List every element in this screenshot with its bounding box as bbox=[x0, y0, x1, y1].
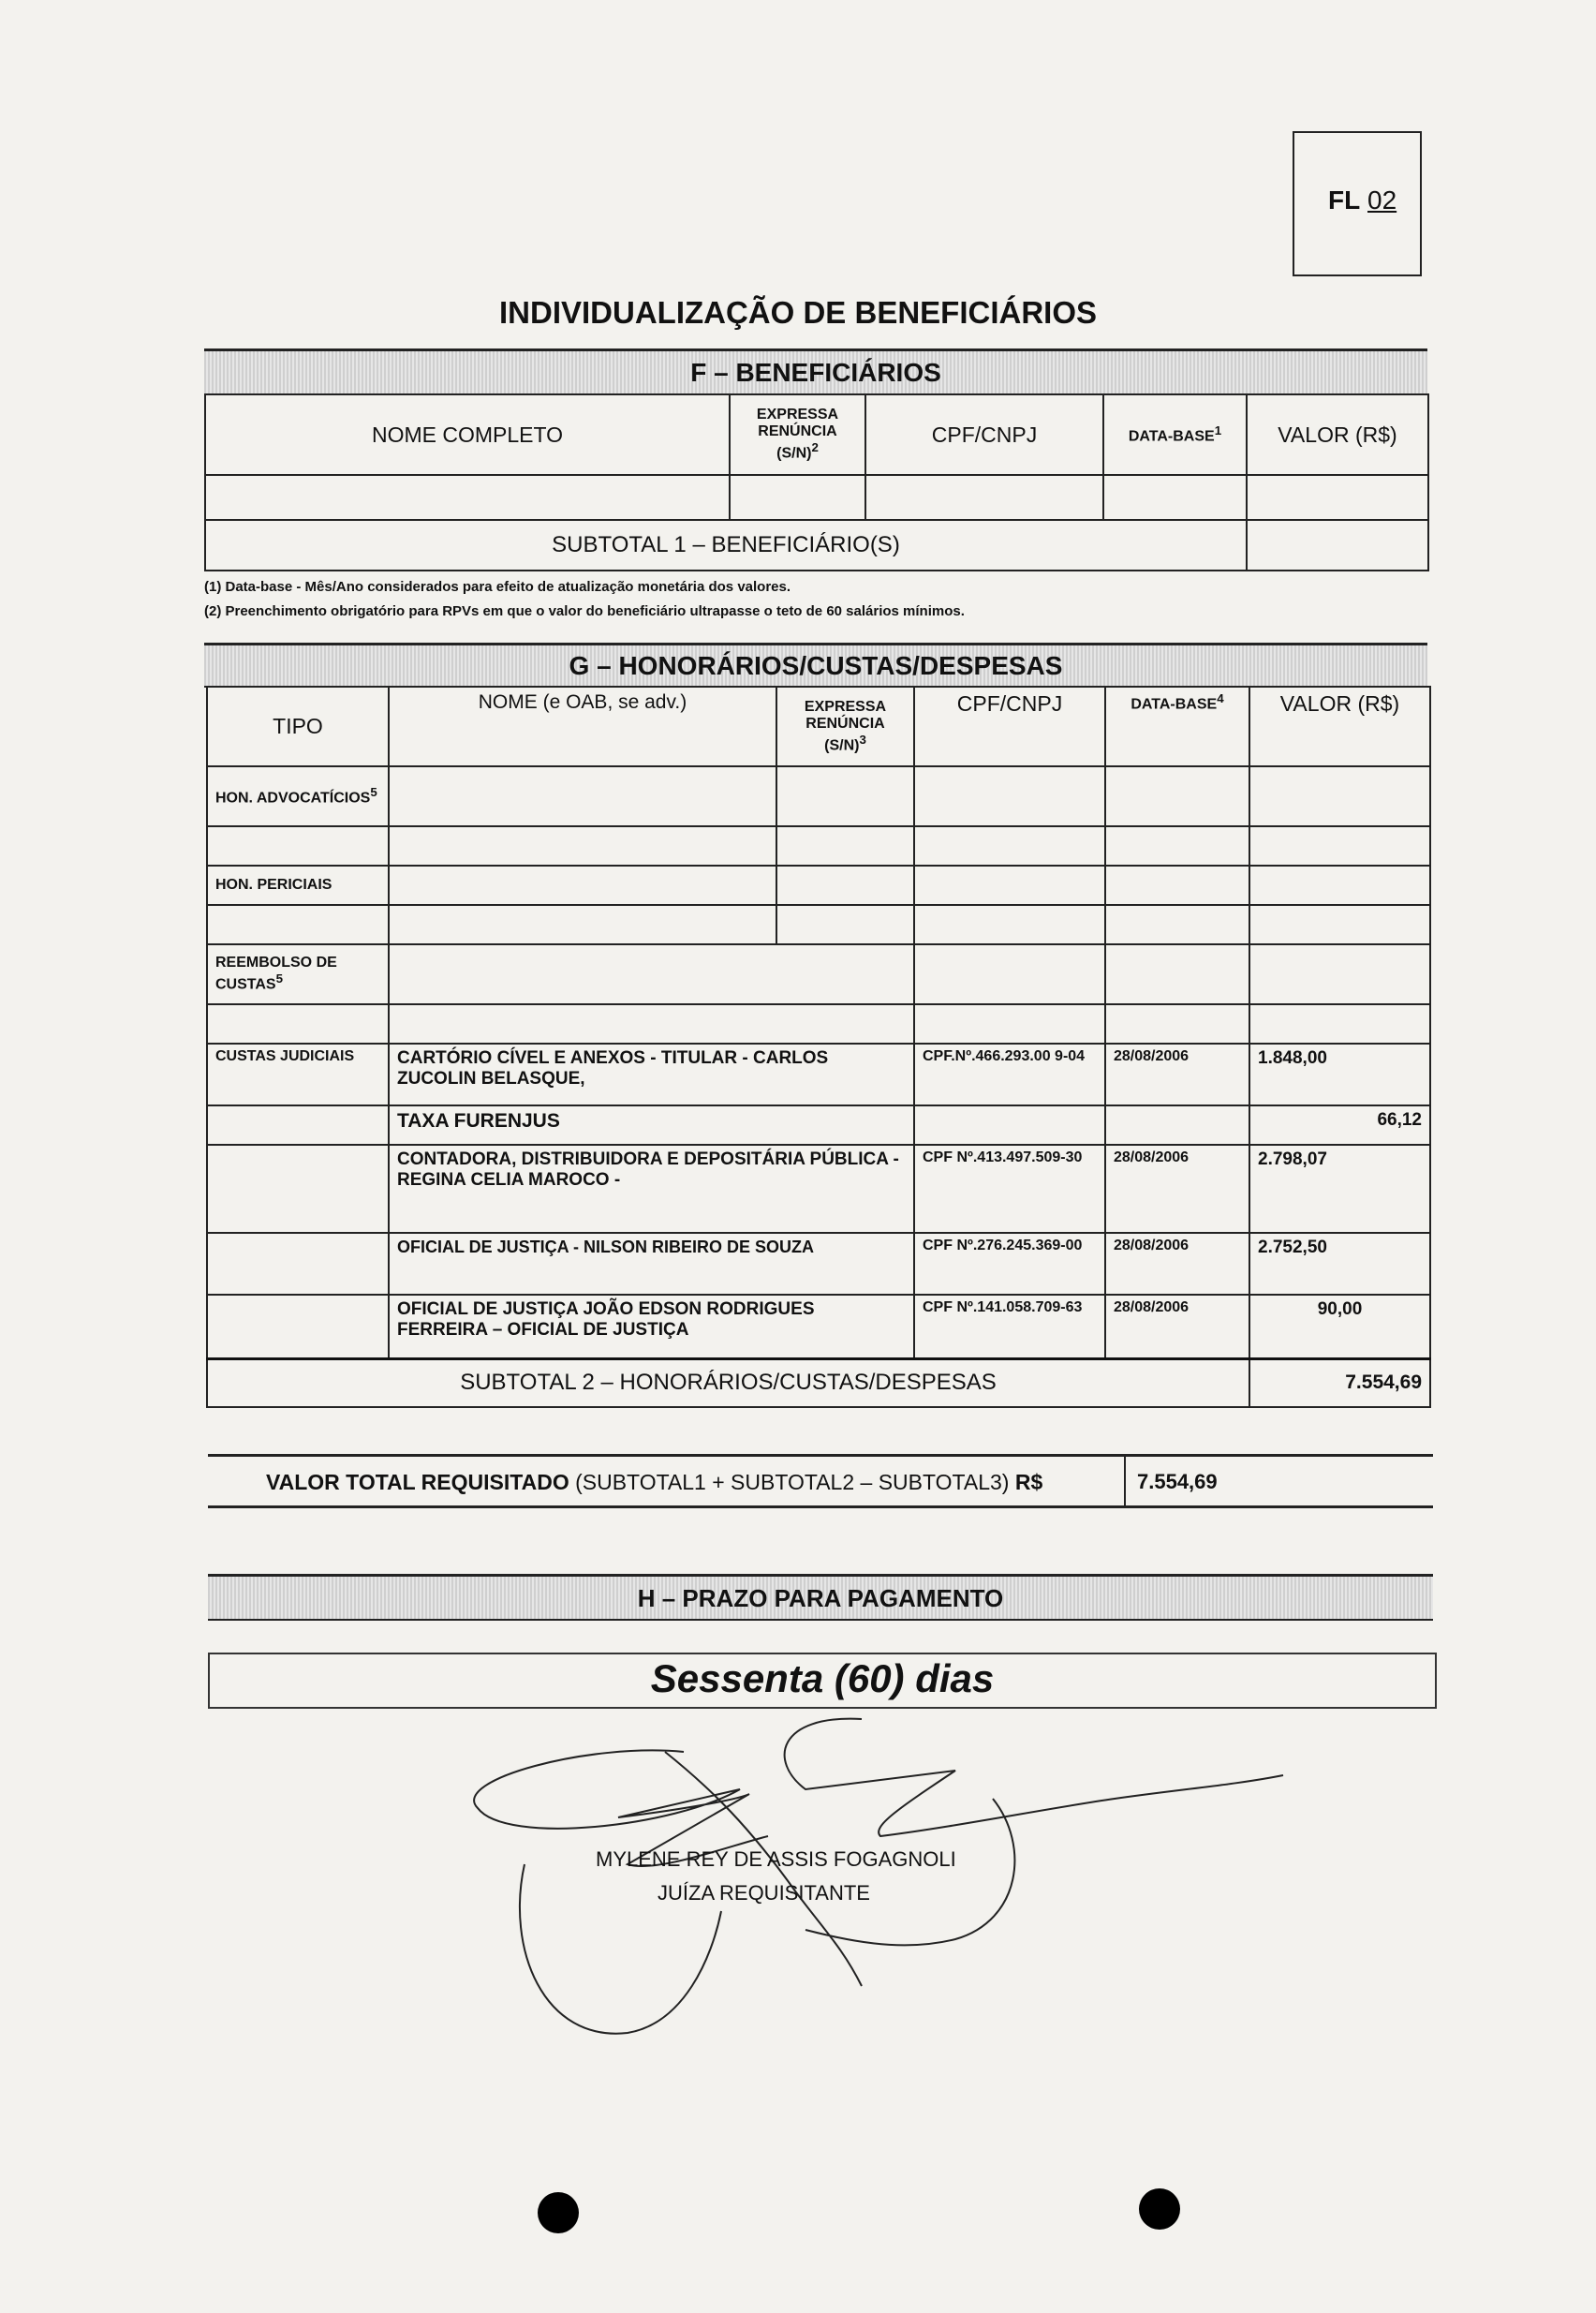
subtotal-2-label: SUBTOTAL 2 – HONORÁRIOS/CUSTAS/DESPESAS bbox=[207, 1358, 1249, 1407]
honorarios-table bbox=[206, 686, 1431, 1408]
prazo-box bbox=[208, 1653, 1437, 1709]
beneficiarios-table bbox=[204, 393, 1429, 571]
col-valor-g: VALOR (R$) bbox=[1249, 687, 1430, 766]
cell-nome[interactable] bbox=[205, 475, 730, 520]
table-row bbox=[207, 1105, 1430, 1145]
row-1-cpf bbox=[914, 1105, 1105, 1145]
col-cpf-cnpj: CPF/CNPJ bbox=[865, 394, 1103, 475]
row-1-nome: TAXA FURENJUS bbox=[389, 1105, 914, 1145]
section-f-heading: F – BENEFICIÁRIOS bbox=[204, 348, 1427, 395]
table-row bbox=[207, 1145, 1430, 1233]
signer-name: MYLENE REY DE ASSIS FOGAGNOLI bbox=[596, 1847, 956, 1871]
table-row bbox=[207, 1044, 1430, 1105]
total-row bbox=[208, 1454, 1433, 1508]
section-h-heading: H – PRAZO PARA PAGAMENTO bbox=[208, 1574, 1433, 1621]
table-row bbox=[207, 1295, 1430, 1358]
row-2-nome: CONTADORA, DISTRIBUIDORA E DEPOSITÁRIA PÚBLICA - REGINA CELIA MAROCO - bbox=[389, 1145, 914, 1233]
subtotal-2-value: 7.554,69 bbox=[1249, 1358, 1430, 1407]
row-0-data: 28/08/2006 bbox=[1105, 1044, 1249, 1105]
row-4-data: 28/08/2006 bbox=[1105, 1295, 1249, 1358]
footnote-1: (1) Data-base - Mês/Ano considerados para efeito de atualização monetária dos valores. bbox=[204, 579, 791, 595]
col-cpf-cnpj-g: CPF/CNPJ bbox=[914, 687, 1105, 766]
punch-hole-right bbox=[1139, 2188, 1180, 2230]
col-data-base: DATA-BASE$^1$ bbox=[1103, 394, 1247, 475]
row-1-valor: 66,12 bbox=[1249, 1105, 1430, 1145]
tipo-reembolso-custas: REEMBOLSO DE CUSTAS$^5$ bbox=[207, 944, 389, 1004]
col-valor: VALOR (R$) bbox=[1247, 394, 1428, 475]
cell-valor[interactable] bbox=[1247, 475, 1428, 520]
section-g-heading: G – HONORÁRIOS/CUSTAS/DESPESAS bbox=[204, 643, 1427, 688]
row-3-data: 28/08/2006 bbox=[1105, 1233, 1249, 1295]
col-expressa-renuncia: EXPRESSA RENÚNCIA $(S/N)^2$ bbox=[730, 394, 865, 475]
col-tipo: TIPO bbox=[207, 687, 389, 766]
prazo-text: Sessenta (60) dias bbox=[650, 1656, 995, 1700]
col-nome-completo: NOME COMPLETO bbox=[205, 394, 730, 475]
row-1-data bbox=[1105, 1105, 1249, 1145]
total-label: VALOR TOTAL REQUISITADO (SUBTOTAL1 + SUBTOTAL2 – SUBTOTAL3) R$ bbox=[266, 1470, 1043, 1494]
page-number-box bbox=[1293, 131, 1422, 276]
row-3-nome: OFICIAL DE JUSTIÇA - NILSON RIBEIRO DE SOUZA bbox=[389, 1233, 914, 1295]
subtotal-1-value bbox=[1247, 520, 1428, 571]
page-label: FL bbox=[1328, 185, 1361, 215]
table-row bbox=[207, 1233, 1430, 1295]
col-expressa-renuncia-g: EXPRESSA RENÚNCIA $(S/N)^3$ bbox=[776, 687, 914, 766]
signature-scribble bbox=[468, 1705, 1311, 2080]
row-0-nome: CARTÓRIO CÍVEL E ANEXOS - TITULAR - CARLOS ZUCOLIN BELASQUE, bbox=[389, 1044, 914, 1105]
punch-hole-left bbox=[538, 2192, 579, 2233]
footnote-2: (2) Preenchimento obrigatório para RPVs em que o valor do beneficiário ultrapasse o teto de 60 salários mínimos. bbox=[204, 603, 965, 619]
row-2-valor: 2.798,07 bbox=[1249, 1145, 1430, 1233]
row-4-cpf: CPF Nº.141.058.709-63 bbox=[914, 1295, 1105, 1358]
row-0-valor: 1.848,00 bbox=[1249, 1044, 1430, 1105]
col-nome: NOME (e OAB, se adv.) bbox=[389, 687, 776, 766]
page-title: INDIVIDUALIZAÇÃO DE BENEFICIÁRIOS bbox=[498, 295, 1098, 330]
cell-renuncia[interactable] bbox=[730, 475, 865, 520]
beneficiary-row-empty bbox=[205, 475, 1428, 520]
tipo-hon-advocaticios: HON. ADVOCATÍCIOS$^5$ bbox=[207, 766, 389, 826]
tipo-custas-judiciais: CUSTAS JUDICIAIS bbox=[207, 1044, 389, 1105]
page-number: 02 bbox=[1367, 185, 1397, 215]
col-data-base-g: DATA-BASE$^4$ bbox=[1105, 687, 1249, 766]
row-2-cpf: CPF Nº.413.497.509-30 bbox=[914, 1145, 1105, 1233]
row-3-valor: 2.752,50 bbox=[1249, 1233, 1430, 1295]
row-2-data: 28/08/2006 bbox=[1105, 1145, 1249, 1233]
signer-role: JUÍZA REQUISITANTE bbox=[658, 1881, 870, 1905]
row-3-cpf: CPF Nº.276.245.369-00 bbox=[914, 1233, 1105, 1295]
tipo-hon-periciais: HON. PERICIAIS bbox=[207, 866, 389, 905]
row-0-cpf: CPF.Nº.466.293.00 9-04 bbox=[914, 1044, 1105, 1105]
total-value: 7.554,69 bbox=[1137, 1470, 1218, 1493]
cell-data[interactable] bbox=[1103, 475, 1247, 520]
row-4-valor: 90,00 bbox=[1249, 1295, 1430, 1358]
cell-cpf[interactable] bbox=[865, 475, 1103, 520]
subtotal-1-label: SUBTOTAL 1 – BENEFICIÁRIO(S) bbox=[205, 520, 1247, 571]
row-4-nome: OFICIAL DE JUSTIÇA JOÃO EDSON RODRIGUES FERREIRA – OFICIAL DE JUSTIÇA bbox=[389, 1295, 914, 1358]
